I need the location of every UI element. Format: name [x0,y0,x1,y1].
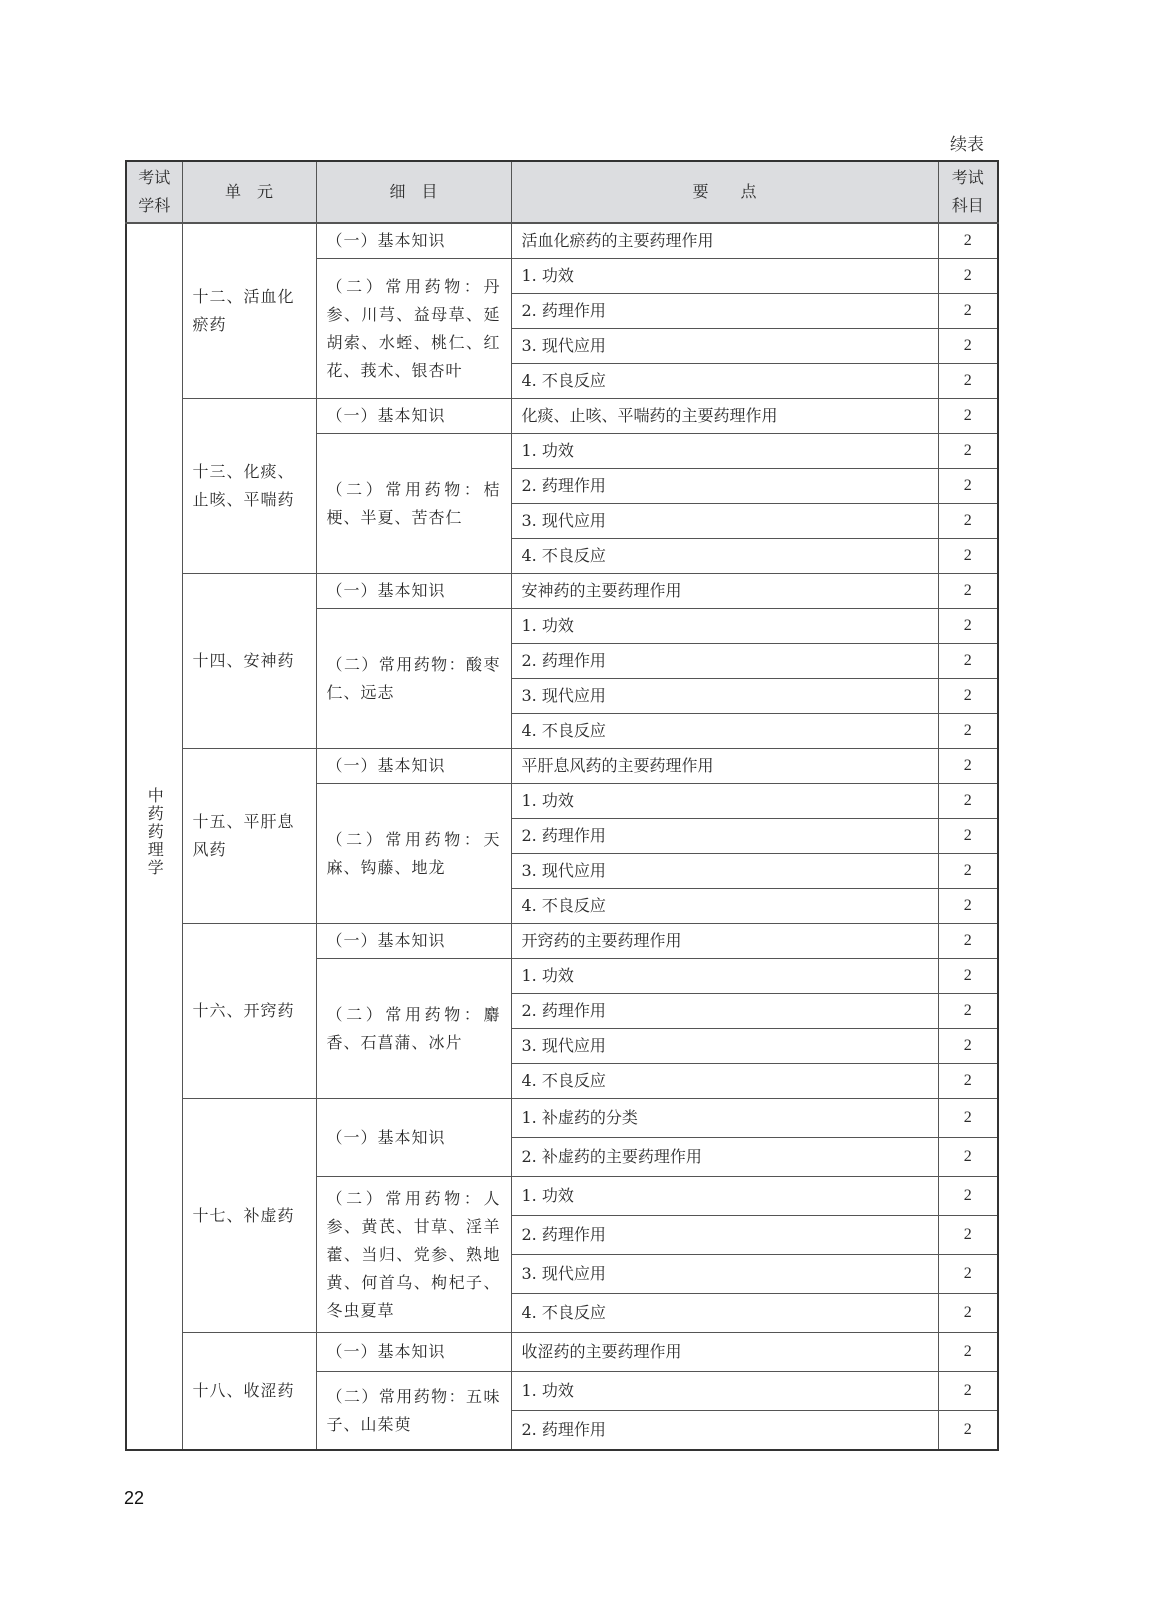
score-value: 2 [938,539,998,574]
score-value: 2 [938,1177,998,1216]
point-text: 2. 药理作用 [511,1216,938,1255]
point-text: 4. 不良反应 [511,1064,938,1099]
point-text: 4. 不良反应 [511,714,938,749]
header-subject: 考试学科 [126,161,182,223]
point-text: 3. 现代应用 [511,854,938,889]
point-text: 1. 功效 [511,1372,938,1411]
point-text: 3. 现代应用 [511,504,938,539]
point-text: 4. 不良反应 [511,364,938,399]
point-text: 4. 不良反应 [511,1294,938,1333]
point-text: 1. 功效 [511,1177,938,1216]
score-value: 2 [938,1372,998,1411]
table-row [126,223,998,259]
score-value: 2 [938,784,998,819]
point-text: 4. 不良反应 [511,539,938,574]
score-value: 2 [938,1099,998,1138]
unit-name: 十二、活血化瘀药 [182,223,316,399]
score-value: 2 [938,1216,998,1255]
score-value: 2 [938,1138,998,1177]
detail-common: （二）常用药物：酸枣仁、远志 [316,609,511,749]
unit-name: 十三、化痰、止咳、平喘药 [182,399,316,574]
unit-name: 十五、平肝息风药 [182,749,316,924]
score-value: 2 [938,749,998,784]
score-value: 2 [938,819,998,854]
detail-basic: （一）基本知识 [316,1333,511,1372]
score-value: 2 [938,1294,998,1333]
table-header-row [126,161,998,223]
detail-common: （二）常用药物：人参、黄芪、甘草、淫羊藿、当归、党参、熟地黄、何首乌、枸杞子、冬虫夏草 [316,1177,511,1333]
unit-name: 十六、开窍药 [182,924,316,1099]
point-text: 1. 功效 [511,434,938,469]
point-text: 3. 现代应用 [511,679,938,714]
header-detail: 细 目 [316,161,511,223]
unit-name: 十七、补虚药 [182,1099,316,1333]
point-text: 1. 功效 [511,959,938,994]
detail-basic: （一）基本知识 [316,749,511,784]
table-row [126,1099,998,1138]
point-text: 2. 补虚药的主要药理作用 [511,1138,938,1177]
point-text: 2. 药理作用 [511,819,938,854]
unit-name: 十八、收涩药 [182,1333,316,1451]
score-value: 2 [938,504,998,539]
point-text: 2. 药理作用 [511,994,938,1029]
point-text: 1. 功效 [511,784,938,819]
point-text: 2. 药理作用 [511,644,938,679]
table-row [126,399,998,434]
detail-common: （二）常用药物：五味子、山茱萸 [316,1372,511,1451]
score-value: 2 [938,1064,998,1099]
point-text: 2. 药理作用 [511,1411,938,1451]
score-value: 2 [938,854,998,889]
detail-common: （二）常用药物：桔梗、半夏、苦杏仁 [316,434,511,574]
unit-name: 十四、安神药 [182,574,316,749]
page-number: 22 [124,1488,145,1508]
score-value: 2 [938,364,998,399]
score-value: 2 [938,609,998,644]
point-text: 开窍药的主要药理作用 [511,924,938,959]
score-value: 2 [938,574,998,609]
score-value: 2 [938,1255,998,1294]
detail-basic: （一）基本知识 [316,1099,511,1177]
detail-basic: （一）基本知识 [316,574,511,609]
table-row [126,574,998,609]
detail-basic: （一）基本知识 [316,223,511,259]
point-text: 平肝息风药的主要药理作用 [511,749,938,784]
score-value: 2 [938,1333,998,1372]
detail-common: （二）常用药物：麝香、石菖蒲、冰片 [316,959,511,1099]
score-value: 2 [938,1411,998,1451]
score-value: 2 [938,889,998,924]
header-score: 考试科目 [938,161,998,223]
point-text: 1. 功效 [511,259,938,294]
point-text: 化痰、止咳、平喘药的主要药理作用 [511,399,938,434]
table-row [126,1333,998,1372]
header-unit: 单 元 [182,161,316,223]
score-value: 2 [938,1029,998,1064]
score-value: 2 [938,714,998,749]
point-text: 2. 药理作用 [511,469,938,504]
detail-basic: （一）基本知识 [316,399,511,434]
point-text: 安神药的主要药理作用 [511,574,938,609]
score-value: 2 [938,434,998,469]
score-value: 2 [938,924,998,959]
syllabus-table [125,160,999,1451]
score-value: 2 [938,294,998,329]
detail-basic: （一）基本知识 [316,924,511,959]
point-text: 活血化瘀药的主要药理作用 [511,223,938,259]
point-text: 2. 药理作用 [511,294,938,329]
continued-table-label: 续表 [950,135,984,155]
score-value: 2 [938,399,998,434]
score-value: 2 [938,679,998,714]
header-point: 要 点 [511,161,938,223]
subject-name: 中药药理学 [145,787,165,877]
score-value: 2 [938,469,998,504]
score-value: 2 [938,959,998,994]
point-text: 4. 不良反应 [511,889,938,924]
score-value: 2 [938,329,998,364]
point-text: 3. 现代应用 [511,329,938,364]
point-text: 3. 现代应用 [511,1029,938,1064]
point-text: 3. 现代应用 [511,1255,938,1294]
detail-common: （二）常用药物：丹参、川芎、益母草、延胡索、水蛭、桃仁、红花、莪术、银杏叶 [316,259,511,399]
table-row [126,924,998,959]
detail-common: （二）常用药物：天麻、钩藤、地龙 [316,784,511,924]
subject-cell [126,223,182,1450]
table-row [126,749,998,784]
point-text: 1. 补虚药的分类 [511,1099,938,1138]
score-value: 2 [938,994,998,1029]
score-value: 2 [938,644,998,679]
point-text: 1. 功效 [511,609,938,644]
score-value: 2 [938,259,998,294]
point-text: 收涩药的主要药理作用 [511,1333,938,1372]
score-value: 2 [938,223,998,259]
